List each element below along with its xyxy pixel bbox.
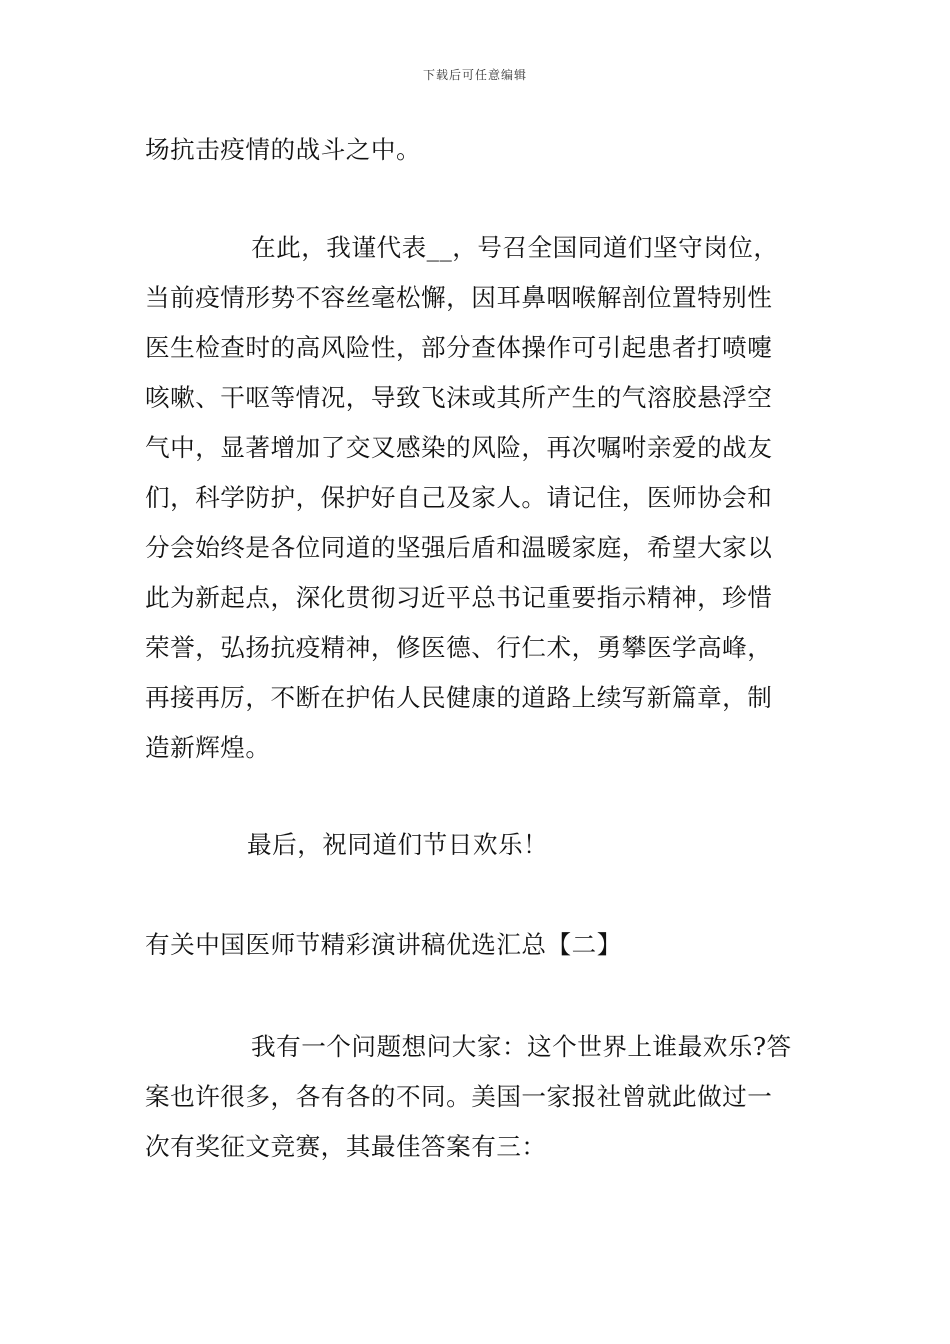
paragraph-line: 医生检查时的高风险性，部分查体操作可引起患者打喷嚏 <box>145 333 773 362</box>
paragraph-line: 分会始终是各位同道的坚强后盾和温暖家庭，希望大家以 <box>145 533 773 562</box>
paragraph-line: 次有奖征文竞赛，其最佳答案有三： <box>145 1132 547 1161</box>
paragraph-line: 们，科学防护，保护好自己及家人。请记住，医师协会和 <box>145 483 773 512</box>
paragraph-4 <box>145 1022 810 1172</box>
page-header: 下载后可任意编辑 <box>422 68 527 82</box>
paragraph-line: 荣誉，弘扬抗疫精神，修医德、行仁术，勇攀医学高峰， <box>145 633 773 662</box>
paragraph-line: 我有一个问题想问大家：这个世界上谁最欢乐?答 <box>251 1032 792 1061</box>
paragraph-line: 造新辉煌。 <box>145 733 271 762</box>
paragraph-line: 再接再厉，不断在护佑人民健康的道路上续写新篇章，制 <box>145 683 773 712</box>
paragraph-line: 在此，我谨代表__，号召全国同道们坚守岗位， <box>251 233 779 262</box>
paragraph-line: 咳嗽、干呕等情况，导致飞沫或其所产生的气溶胶悬浮空 <box>145 383 773 412</box>
section-heading <box>145 920 810 970</box>
paragraph-2 <box>145 223 810 773</box>
paragraph-3 <box>145 820 810 870</box>
paragraph-line: 最后，祝同道们节日欢乐！ <box>247 830 549 859</box>
paragraph-line: 气中，显著增加了交叉感染的风险，再次嘱咐亲爱的战友 <box>145 433 773 462</box>
paragraph-line: 场抗击疫情的战斗之中。 <box>145 135 422 164</box>
paragraph-line: 当前疫情形势不容丝毫松懈，因耳鼻咽喉解剖位置特别性 <box>145 283 773 312</box>
paragraph-1 <box>145 125 810 175</box>
paragraph-line: 案也许很多，各有各的不同。美国一家报社曾就此做过一 <box>145 1082 773 1111</box>
paragraph-line: 此为新起点，深化贯彻习近平总书记重要指示精神，珍惜 <box>145 583 773 612</box>
heading-line: 有关中国医师节精彩演讲稿优选汇总【二】 <box>145 930 622 959</box>
